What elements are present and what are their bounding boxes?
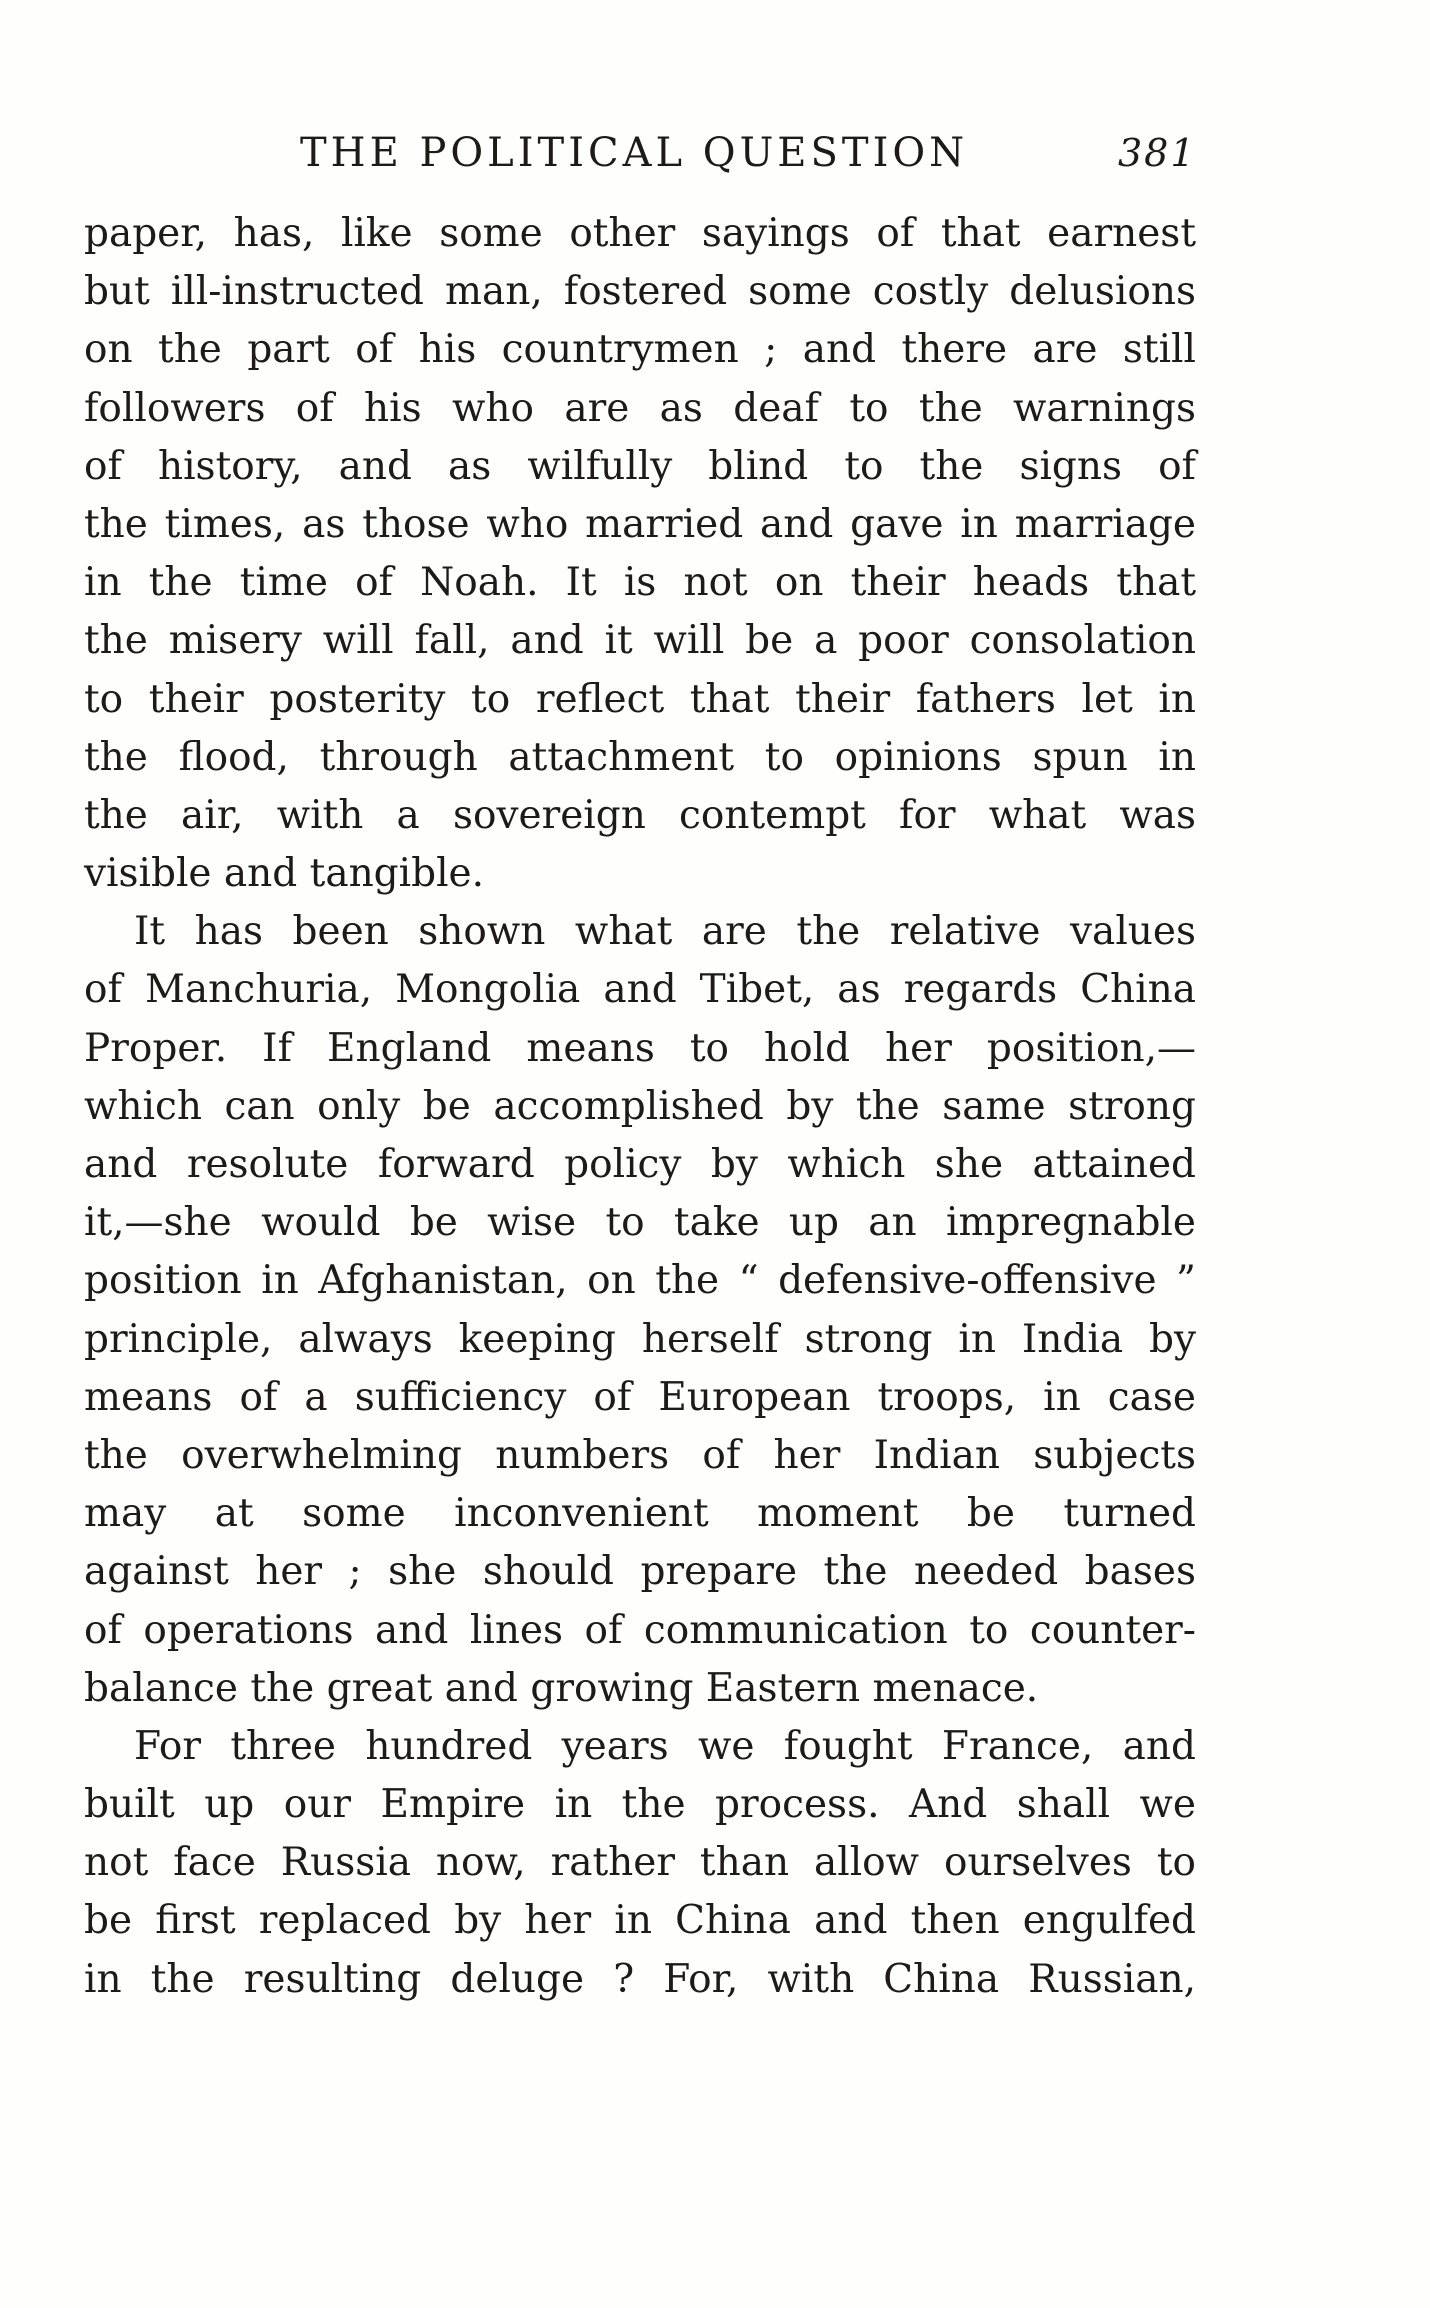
paragraph-start-line: It has been shown what are the relative values bbox=[134, 909, 1196, 955]
text-line: not face Russia now, rather than allow ourselves to bbox=[84, 1840, 1196, 1886]
text-line: the times, as those who married and gave in marriage bbox=[84, 501, 1196, 547]
running-title: THE POLITICAL QUESTION bbox=[300, 130, 969, 176]
text-line: the misery will fall, and it will be a poor consolation bbox=[84, 618, 1196, 664]
text-line: and resolute forward policy by which she attained bbox=[84, 1142, 1196, 1187]
text-line: the air, with a sovereign contempt for what was bbox=[84, 792, 1196, 838]
text-line: the overwhelming numbers of her Indian subjects bbox=[84, 1432, 1196, 1478]
text-line: the flood, through attachment to opinions spun in bbox=[84, 734, 1196, 780]
text-line: it,—she would be wise to take up an impregnable bbox=[84, 1200, 1196, 1246]
text-line: in the time of Noah. It is not on their heads that bbox=[84, 560, 1196, 606]
page-number: 381 bbox=[1118, 131, 1197, 175]
text-line: on the part of his countrymen ; and there are still bbox=[84, 327, 1196, 373]
text-line: of Manchuria, Mongolia and Tibet, as regards China bbox=[84, 967, 1196, 1013]
text-line: of operations and lines of communication to counter- bbox=[84, 1607, 1196, 1653]
text-line: to their posterity to reflect that their fathers let in bbox=[84, 676, 1196, 722]
paragraph-start-line: For three hundred years we fought France, and bbox=[134, 1723, 1196, 1769]
paragraph-end-line: visible and tangible. bbox=[84, 851, 485, 897]
text-line: of history, and as wilfully blind to the signs of bbox=[84, 443, 1196, 489]
text-line: position in Afghanistan, on the “ defensive-offensive ” bbox=[84, 1258, 1196, 1304]
text-line: paper, has, like some other sayings of that earnest bbox=[84, 211, 1196, 256]
text-line: may at some inconvenient moment be turned bbox=[84, 1491, 1196, 1537]
text-line: Proper. If England means to hold her position,— bbox=[84, 1025, 1196, 1071]
page-header bbox=[0, 128, 1430, 178]
text-line: against her ; she should prepare the needed bases bbox=[84, 1549, 1196, 1595]
paragraph-end-line: balance the great and growing Eastern menace. bbox=[84, 1665, 1039, 1711]
text-line: be first replaced by her in China and then engulfed bbox=[84, 1898, 1196, 1944]
text-line: which can only be accomplished by the same strong bbox=[84, 1083, 1196, 1129]
text-line: means of a sufficiency of European troops, in case bbox=[84, 1374, 1196, 1420]
text-line: but ill-instructed man, fostered some costly delusions bbox=[84, 269, 1196, 315]
text-line: principle, always keeping herself strong in India by bbox=[84, 1316, 1196, 1362]
text-line: in the resulting deluge ? For, with China Russian, bbox=[84, 1956, 1196, 2002]
body-text bbox=[84, 205, 1196, 2009]
text-line: followers of his who are as deaf to the warnings bbox=[84, 385, 1196, 431]
text-line: built up our Empire in the process. And shall we bbox=[84, 1782, 1196, 1828]
